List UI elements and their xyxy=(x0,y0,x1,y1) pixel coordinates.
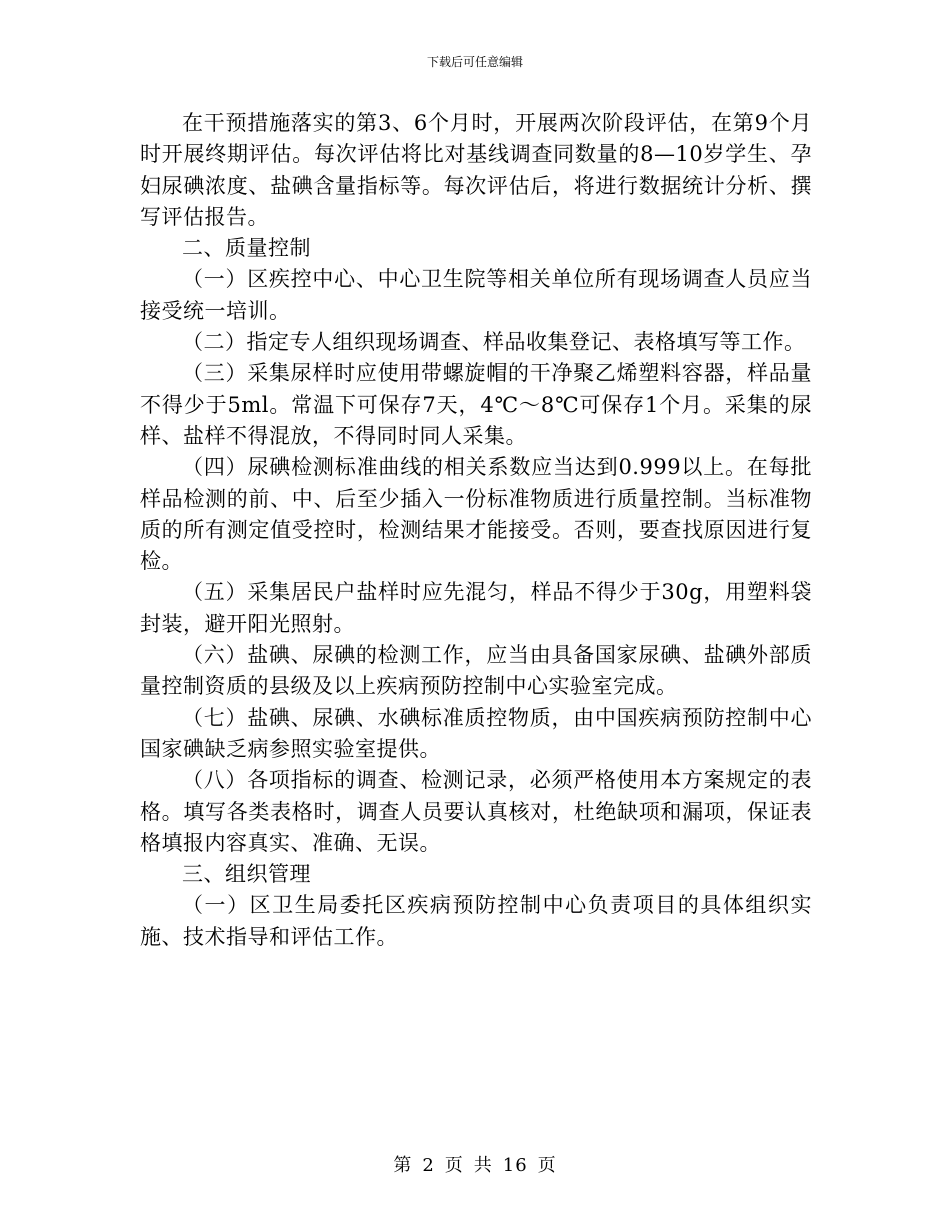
paragraph-item-8: （八）各项指标的调查、检测记录，必须严格使用本方案规定的表格。填写各类表格时，调查人员要认真核对，杜绝缺项和漏项，保证表格填报内容真实、准确、无误。 xyxy=(140,768,812,855)
paragraph-item-6: （六）盐碘、尿碘的检测工作，应当由具备国家尿碘、盐碘外部质量控制资质的县级及以上疾病预防控制中心实验室完成。 xyxy=(140,643,812,699)
section-heading-organization: 三、组织管理 xyxy=(182,862,311,887)
paragraph-item-2: （二）指定专人组织现场调查、样品收集登记、表格填写等工作。 xyxy=(182,330,806,355)
page-number-footer xyxy=(0,1155,950,1177)
page-suffix: 页 xyxy=(537,1155,557,1176)
paragraph-item-3: （三）采集尿样时应使用带螺旋帽的干净聚乙烯塑料容器，样品量不得少于5ml。常温下可保存7天，4℃～8℃可保存1个月。采集的尿样、盐样不得混放，不得同时同人采集。 xyxy=(140,361,812,448)
paragraph-item-1: （一）区疾控中心、中心卫生院等相关单位所有现场调查人员应当接受统一培训。 xyxy=(140,267,812,323)
page-total-prefix: 共 xyxy=(473,1155,493,1176)
paragraph-item-5: （五）采集居民户盐样时应先混匀，样品不得少于30g，用塑料袋封装，避开阳光照射。 xyxy=(140,580,812,636)
page-current: 2 xyxy=(422,1155,435,1176)
page-prefix: 第 xyxy=(393,1155,413,1176)
header-note: 下载后可任意编辑 xyxy=(426,55,523,69)
document-body xyxy=(140,108,812,953)
page-mid: 页 xyxy=(444,1155,464,1176)
paragraph-evaluation: 在干预措施落实的第3、6个月时，开展两次阶段评估，在第9个月时开展终期评估。每次评估将比对基线调查同数量的8—10岁学生、孕妇尿碘浓度、盐碘含量指标等。每次评估后，将进行数据统计分析、撰写评估报告。 xyxy=(140,111,812,229)
page-total: 16 xyxy=(502,1155,528,1176)
paragraph-org-item-1: （一）区卫生局委托区疾病预防控制中心负责项目的具体组织实施、技术指导和评估工作。 xyxy=(140,893,812,949)
paragraph-item-4: （四）尿碘检测标准曲线的相关系数应当达到0.999以上。在每批样品检测的前、中、后至少插入一份标准物质进行质量控制。当标准物质的所有测定值受控时，检测结果才能接受。否则，要查找原因进行复检。 xyxy=(140,455,812,574)
paragraph-item-7: （七）盐碘、尿碘、水碘标准质控物质，由中国疾病预防控制中心国家碘缺乏病参照实验室提供。 xyxy=(140,705,812,761)
section-heading-quality-control: 二、质量控制 xyxy=(182,236,311,261)
